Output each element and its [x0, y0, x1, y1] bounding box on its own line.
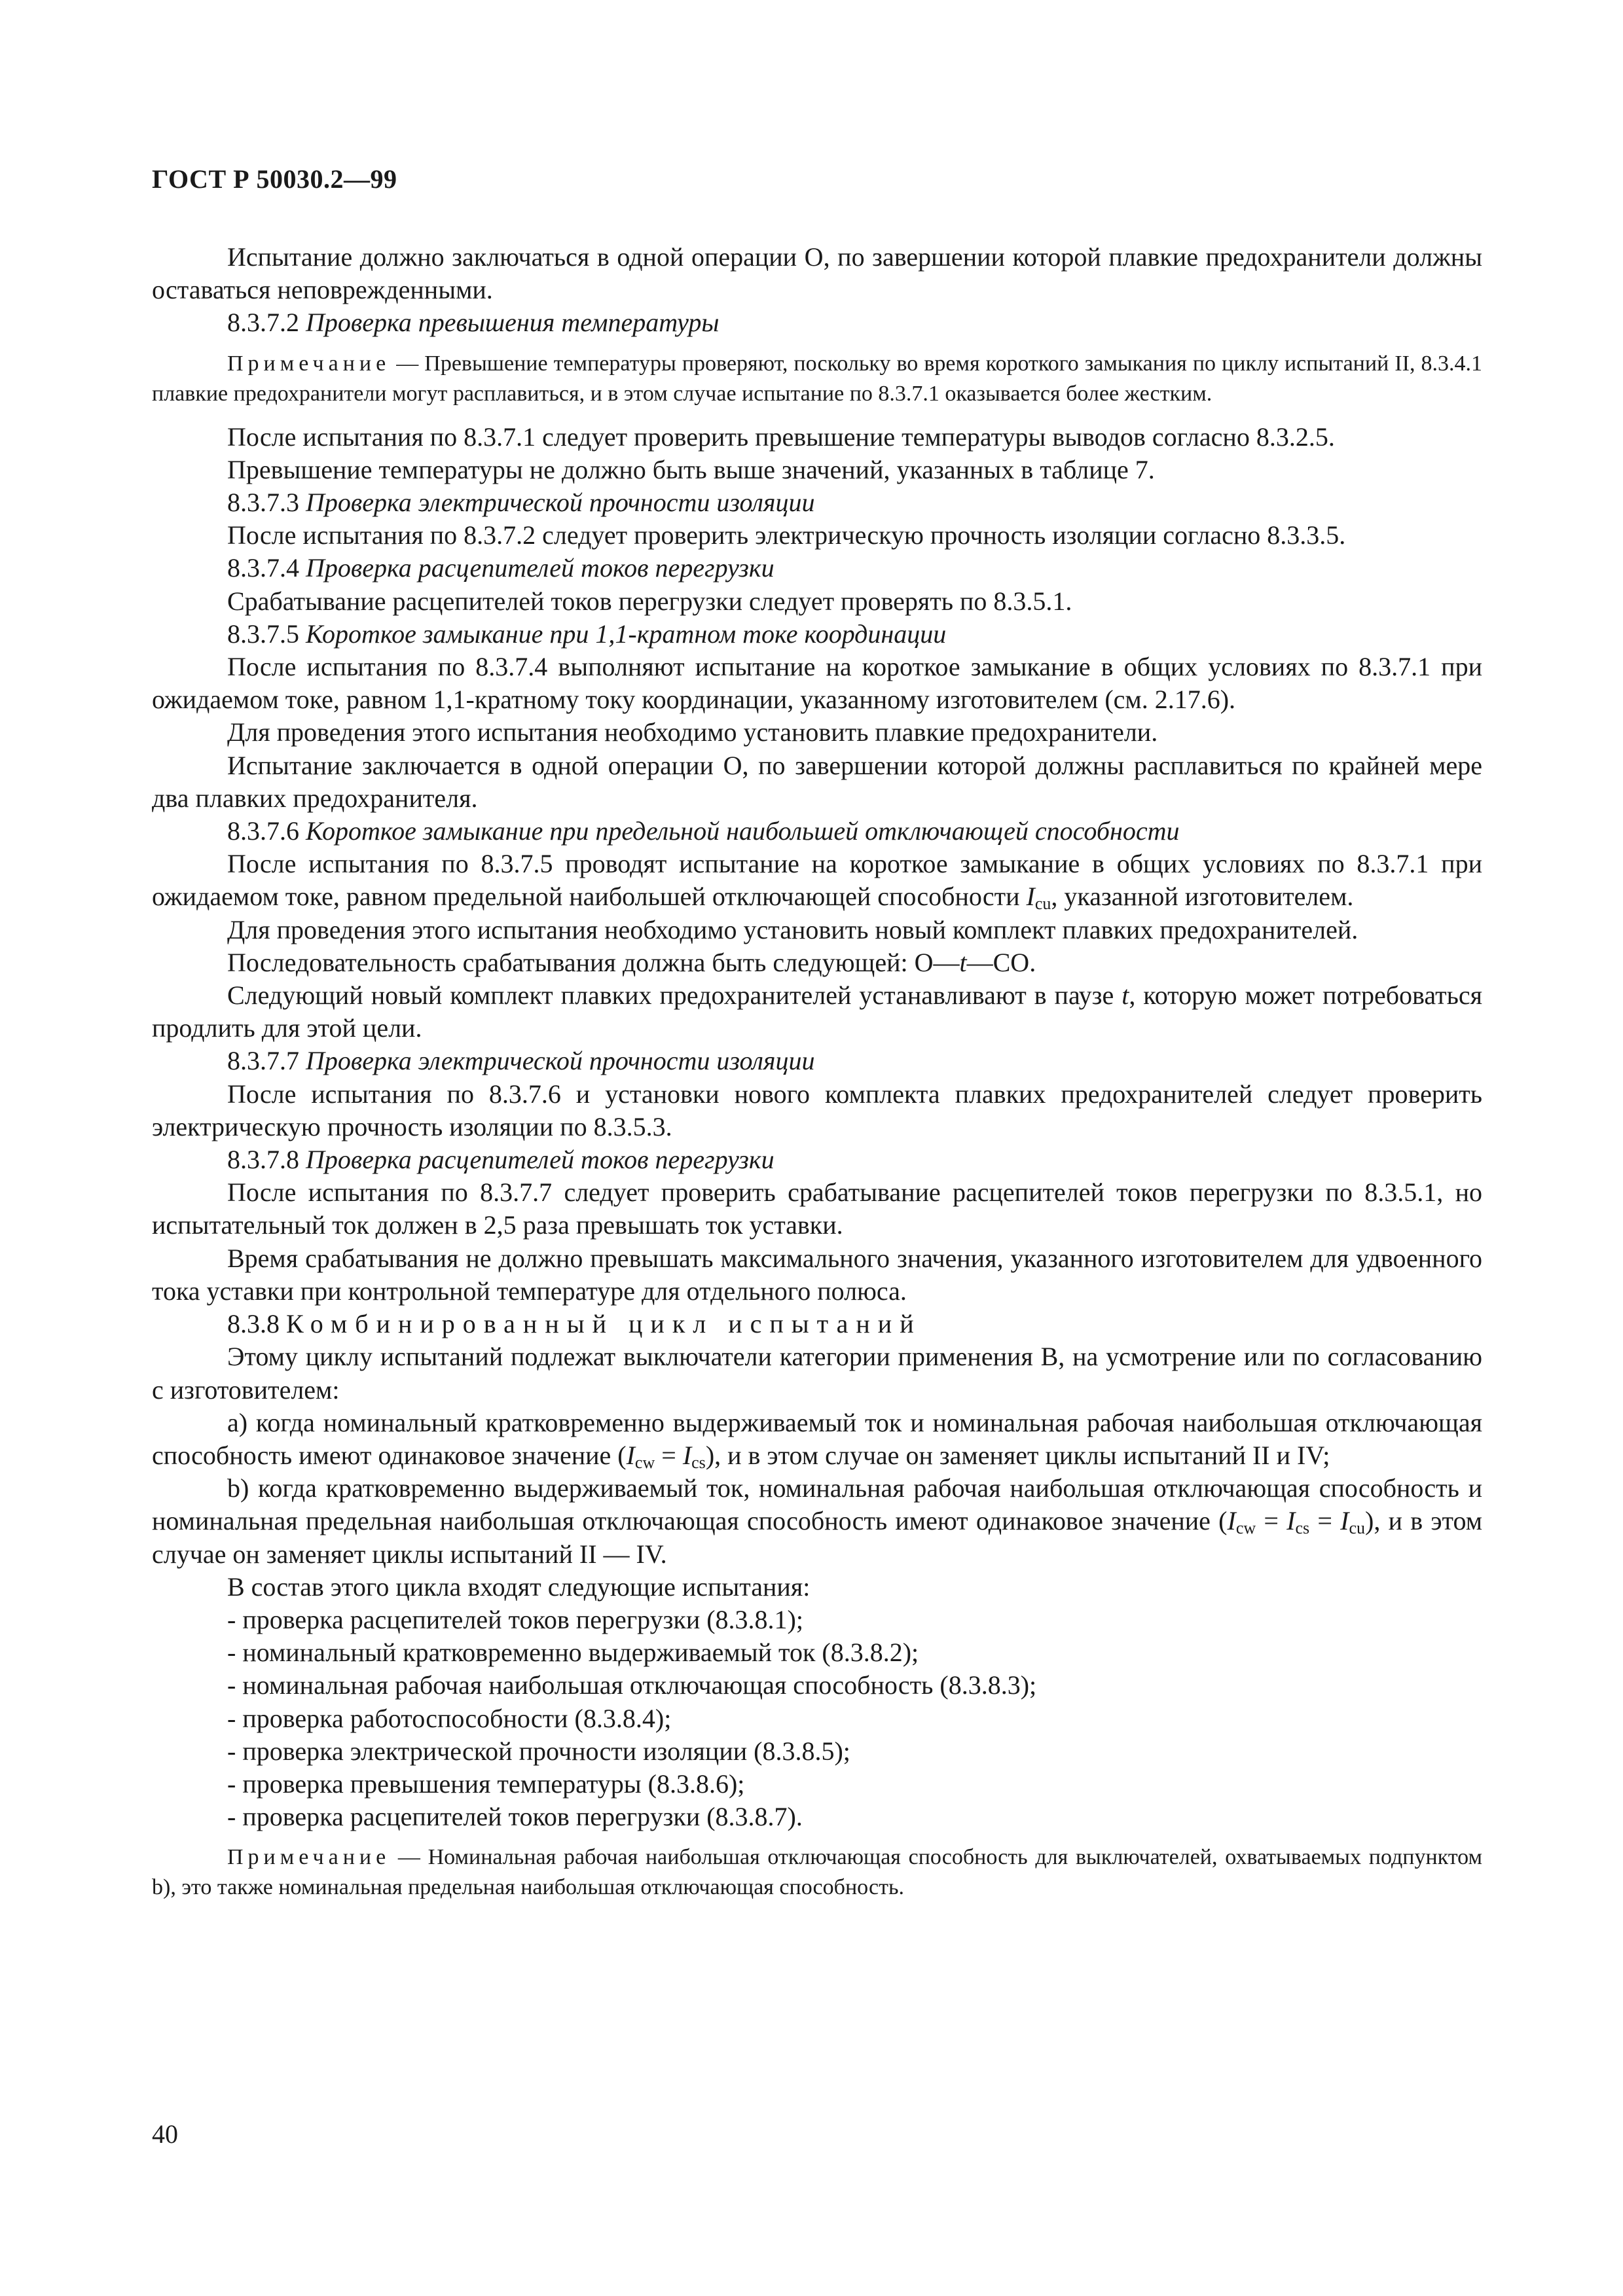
paragraph: [152, 946, 1482, 979]
section-title: Проверка расцепителей токов перегрузки: [306, 553, 775, 583]
paragraph-text: b) когда кратковременно выдерживаемый ток, номинальная рабочая наибольшая отключающая способность и номинальная предельная наибольшая отключающая способность имеют одинаковое значение (: [152, 1473, 1482, 1536]
section-heading: [152, 552, 1482, 584]
paragraph-text: , которую может потребоваться продлить для этой цели.: [152, 980, 1483, 1043]
list-item: - проверка расцепителей токов перегрузки (8.3.8.1);: [227, 1604, 803, 1634]
pause-symbol: t: [1122, 980, 1129, 1011]
paragraph: Время срабатывания не должно превышать максимального значения, указанного изготовителем для удвоенного тока уставки при контрольной температуре для отдельного полюса.: [152, 1243, 1482, 1306]
current-subscript: cu: [1349, 1518, 1366, 1538]
section-title: Проверка электрической прочности изоляции: [306, 1046, 815, 1076]
page-number: 40: [152, 2119, 178, 2149]
list-item-b: [152, 1472, 1482, 1571]
paragraph: В состав этого цикла входят следующие испытания:: [227, 1571, 811, 1602]
current-subscript: cs: [1295, 1518, 1310, 1538]
paragraph-text: Следующий новый комплект плавких предохранителей устанавливают в паузе: [227, 980, 1122, 1011]
paragraph-text: —СО.: [966, 947, 1036, 977]
section-number: 8.3.8: [227, 1309, 280, 1339]
note: [152, 349, 1482, 409]
paragraph-text: Последовательность срабатывания должна быть следующей: О—: [227, 947, 960, 977]
section-heading: [152, 815, 1482, 848]
section-title: Проверка расцепителей токов перегрузки: [306, 1145, 775, 1175]
paragraph: [152, 979, 1482, 1045]
current-symbol: I: [1026, 882, 1035, 912]
paragraph: После испытания по 8.3.7.2 следует проверить электрическую прочность изоляции согласно 8.3.3.5.: [227, 520, 1346, 550]
paragraph-text: а) когда номинальный кратковременно выдерживаемый ток и номинальная рабочая наибольшая отключающая способность имеют одинаковое значение (: [152, 1407, 1482, 1470]
note-label: Примечание: [227, 1845, 391, 1870]
paragraph: Для проведения этого испытания необходимо установить новый комплект плавких предохранителей.: [227, 914, 1359, 944]
section-title: Короткое замыкание при 1,1-кратном токе координации: [306, 619, 947, 649]
current-symbol: I: [1286, 1506, 1296, 1536]
paragraph: Срабатывание расцепителей токов перегрузки следует проверять по 8.3.5.1.: [227, 586, 1072, 616]
paragraph: После испытания по 8.3.7.6 и установки нового комплекта плавких предохранителей следует проверить электрическую прочность изоляции по 8.3.5.3.: [152, 1079, 1482, 1141]
section-number: 8.3.7.3: [227, 488, 299, 518]
paragraph: После испытания по 8.3.7.4 выполняют испытание на короткое замыкание в общих условиях по 8.3.7.1 при ожидаемом токе, равном 1,1-кратному току координации, указанному изготовителем (см. 2.17.6).: [152, 652, 1482, 715]
section-heading: [152, 1308, 1482, 1340]
paragraph: После испытания по 8.3.7.1 следует проверить превышение температуры выводов согласно 8.3.2.5.: [227, 422, 1335, 452]
document-header: ГОСТ Р 50030.2—99: [152, 164, 397, 194]
current-subscript: cw: [1235, 1518, 1256, 1538]
note: [152, 1842, 1482, 1903]
paragraph: Испытание заключается в одной операции О, по завершении которой должны расплавиться по крайней мере два плавких предохранителя.: [152, 750, 1482, 813]
paragraph-text: , указанной изготовителем.: [1051, 882, 1354, 912]
paragraph: Для проведения этого испытания необходимо установить плавкие предохранители.: [227, 717, 1158, 747]
current-symbol: I: [626, 1440, 635, 1470]
paragraph-text: После испытания по 8.3.7.5 проводят испытание на короткое замыкание в общих условиях по 8.3.7.1 при ожидаемом токе, равном предельной наибольшей отключающей способности: [152, 849, 1482, 912]
current-subscript: cs: [691, 1452, 706, 1472]
equals-sign: =: [1256, 1506, 1287, 1536]
section-number: 8.3.7.5: [227, 619, 299, 649]
current-subscript: cw: [634, 1452, 655, 1472]
pause-symbol: t: [959, 947, 967, 977]
section-heading: [152, 618, 1482, 651]
current-subscript: cu: [1034, 894, 1051, 914]
paragraph-text: ), и в этом случае он заменяет циклы испытаний II и IV;: [705, 1440, 1330, 1470]
section-title: Проверка электрической прочности изоляции: [306, 488, 815, 518]
list-item: - номинальная рабочая наибольшая отключающая способность (8.3.8.3);: [227, 1670, 1037, 1700]
current-symbol: I: [1227, 1506, 1236, 1536]
list-item: - проверка электрической прочности изоляции (8.3.8.5);: [227, 1736, 850, 1766]
section-number: 8.3.7.7: [227, 1046, 299, 1076]
section-number: 8.3.7.8: [227, 1145, 299, 1175]
paragraph: Испытание должно заключаться в одной операции О, по завершении которой плавкие предохранители должны оставаться неповрежденными.: [152, 242, 1482, 305]
paragraph: После испытания по 8.3.7.7 следует проверить срабатывание расцепителей токов перегрузки по 8.3.5.1, но испытательный ток должен в 2,5 раза превышать ток уставки.: [152, 1177, 1482, 1240]
section-heading: [152, 1143, 1482, 1176]
list-item: - проверка работоспособности (8.3.8.4);: [227, 1703, 672, 1733]
section-heading: [152, 486, 1482, 519]
section-title: Короткое замыкание при предельной наибольшей отключающей способности: [306, 816, 1180, 846]
paragraph: [152, 848, 1482, 913]
section-heading: [152, 306, 1482, 339]
section-heading: [152, 1045, 1482, 1077]
section-number: 8.3.7.6: [227, 816, 299, 846]
list-item: - проверка превышения температуры (8.3.8.6);: [227, 1768, 745, 1799]
paragraph: Этому циклу испытаний подлежат выключатели категории применения В, на усмотрение или по согласованию с изготовителем:: [152, 1342, 1482, 1405]
note-label: Примечание: [227, 351, 391, 376]
list-item-a: [152, 1407, 1482, 1472]
current-symbol: I: [682, 1440, 692, 1470]
list-item: - номинальный кратковременно выдерживаемый ток (8.3.8.2);: [227, 1638, 919, 1668]
list-item: - проверка расцепителей токов перегрузки (8.3.8.7).: [227, 1802, 803, 1832]
paragraph-text: ), и в этом случае он заменяет циклы испытаний II — IV.: [152, 1506, 1483, 1569]
section-number: 8.3.7.4: [227, 553, 299, 583]
equals-sign: =: [1309, 1506, 1341, 1536]
equals-sign: =: [655, 1440, 683, 1470]
note-text: — Превышение температуры проверяют, поскольку во время короткого замыкания по циклу испытаний II, 8.3.4.1 плавкие предохранители могут расплавиться, и в этом случае испытание по 8.3.7.1 оказывается более жестким.: [152, 351, 1482, 406]
section-title: Проверка превышения температуры: [306, 308, 720, 338]
section-number: 8.3.7.2: [227, 308, 299, 338]
paragraph: Превышение температуры не должно быть выше значений, указанных в таблице 7.: [227, 454, 1155, 484]
section-title: Комбинированный цикл испытаний: [286, 1309, 922, 1339]
note-text: — Номинальная рабочая наибольшая отключающая способность для выключателей, охватываемых подпунктом b), это также номинальная предельная наибольшая отключающая способность.: [152, 1845, 1482, 1900]
current-symbol: I: [1340, 1506, 1349, 1536]
document-body: [152, 241, 1482, 1914]
